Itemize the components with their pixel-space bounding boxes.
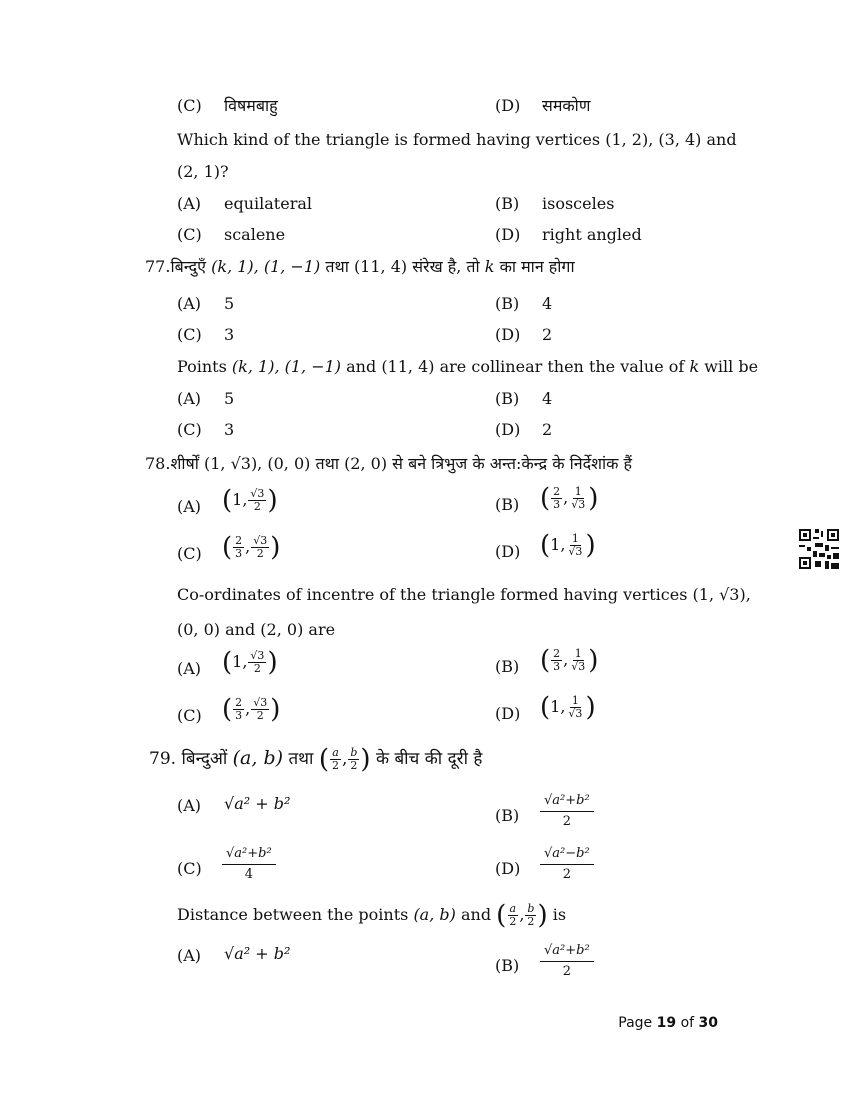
q79-english-question: Distance between the points (a, b) and ( $\frac{a}{2}$ , $\frac{b}{2}$ ) is [177,900,567,931]
q77-en-opt-c: 3 [224,420,235,439]
q76-en-opt-b-label: (B) [495,194,520,213]
q79-hi-opt-d-label: (D) [495,859,521,878]
q78-en-opt-b: ( $\frac{2}{3}$ , $\frac{1}{√3}$ ) [540,645,599,676]
q76-opt-d-label: (D) [495,96,521,115]
q78-en-opt-a-label: (A) [177,659,202,678]
q77-en-opt-b: 4 [542,389,553,408]
q76-en-opt-d: right angled [542,225,642,244]
q78-hi-opt-d: (1, $\frac{1}{√3}$ ) [540,530,596,561]
page-footer: Page 19 of 30 [618,1015,718,1031]
q78-en-opt-a: (1, $\frac{√3}{2}$ ) [222,647,278,678]
q77-hi-opt-c-label: (C) [177,325,202,344]
question-number: 78. [145,454,171,473]
q76-en-opt-d-label: (D) [495,225,521,244]
q77-hindi-question: 77.बिन्दुएँ (k, 1), (1, −1) तथा (11, 4) संरेख है, तो k का मान होगा [145,257,575,276]
q78-hi-opt-d-label: (D) [495,542,521,561]
q79-en-opt-b-label: (B) [495,956,520,975]
q79-hi-opt-c: $\frac{\text{√a²+b²}}{4}$ [222,846,276,883]
question-number: 79. [149,749,177,769]
q79-hi-opt-d: $\frac{\text{√a²−b²}}{2}$ [540,846,594,883]
q78-english-question-line2: (0, 0) and (2, 0) are [177,620,336,639]
q77-hi-opt-d-label: (D) [495,325,521,344]
q78-en-opt-b-label: (B) [495,657,520,676]
q78-hi-opt-a: (1, $\frac{√3}{2}$ ) [222,485,278,516]
q78-hi-opt-b-label: (B) [495,495,520,514]
q77-en-opt-b-label: (B) [495,389,520,408]
qr-code-icon [799,529,839,569]
q79-hi-opt-b: $\frac{\text{√a²+b²}}{2}$ [540,793,594,830]
q78-hi-opt-a-label: (A) [177,497,202,516]
q76-english-question-line2: (2, 1)? [177,162,229,181]
q76-english-question-line1: Which kind of the triangle is formed having vertices (1, 2), (3, 4) and [177,130,737,149]
q77-en-opt-d: 2 [542,420,553,439]
q78-hindi-question: 78.शीर्षों (1, √3), (0, 0) तथा (2, 0) से बने त्रिभुज के अन्त:केन्द्र के निर्देशांक हैं [145,454,632,473]
q76-en-opt-c-label: (C) [177,225,202,244]
q78-hi-opt-b: ( $\frac{2}{3}$ , $\frac{1}{√3}$ ) [540,483,599,514]
q79-hindi-question: 79. बिन्दुओं (a, b) तथा ( $\frac{a}{2}$ , $\frac{b}{2}$ ) के बीच की दूरी है [149,744,483,775]
q79-en-opt-a: √a² + b² [224,944,291,963]
q78-en-opt-c: ( $\frac{2}{3}$ , $\frac{√3}{2}$ ) [222,694,281,725]
q77-hi-opt-d: 2 [542,325,553,344]
q77-en-opt-c-label: (C) [177,420,202,439]
q78-english-question-line1: Co-ordinates of incentre of the triangle formed having vertices (1, √3), [177,585,751,604]
q77-english-question: Points (k, 1), (1, −1) and (11, 4) are collinear then the value of k will be [177,357,759,376]
page-number: 19 [656,1015,677,1031]
q78-hi-opt-c: ( $\frac{2}{3}$ , $\frac{√3}{2}$ ) [222,532,281,563]
q77-en-opt-a-label: (A) [177,389,202,408]
q77-hi-opt-a: 5 [224,294,235,313]
q76-opt-c-hindi: विषमबाहु [224,96,278,115]
q76-opt-c-label: (C) [177,96,202,115]
q76-en-opt-a-label: (A) [177,194,202,213]
q78-en-opt-c-label: (C) [177,706,202,725]
q79-hi-opt-b-label: (B) [495,806,520,825]
q76-en-opt-c: scalene [224,225,286,244]
q79-hi-opt-a-label: (A) [177,796,202,815]
q76-en-opt-a: equilateral [224,194,312,213]
q79-hi-opt-a: √a² + b² [224,794,291,813]
q76-en-opt-b: isosceles [542,194,615,213]
question-number: 77. [145,257,171,276]
q78-hi-opt-c-label: (C) [177,544,202,563]
q77-en-opt-a: 5 [224,389,235,408]
q77-hi-opt-c: 3 [224,325,235,344]
q79-hi-opt-c-label: (C) [177,859,202,878]
q79-en-opt-b: $\frac{\text{√a²+b²}}{2}$ [540,943,594,980]
q77-hi-opt-b: 4 [542,294,553,313]
q77-hi-opt-b-label: (B) [495,294,520,313]
q78-en-opt-d-label: (D) [495,704,521,723]
q79-en-opt-a-label: (A) [177,946,202,965]
q78-en-opt-d: (1, $\frac{1}{√3}$ ) [540,692,596,723]
q77-hi-opt-a-label: (A) [177,294,202,313]
q77-en-opt-d-label: (D) [495,420,521,439]
q76-opt-d-hindi: समकोण [542,96,591,115]
total-pages: 30 [698,1015,718,1031]
